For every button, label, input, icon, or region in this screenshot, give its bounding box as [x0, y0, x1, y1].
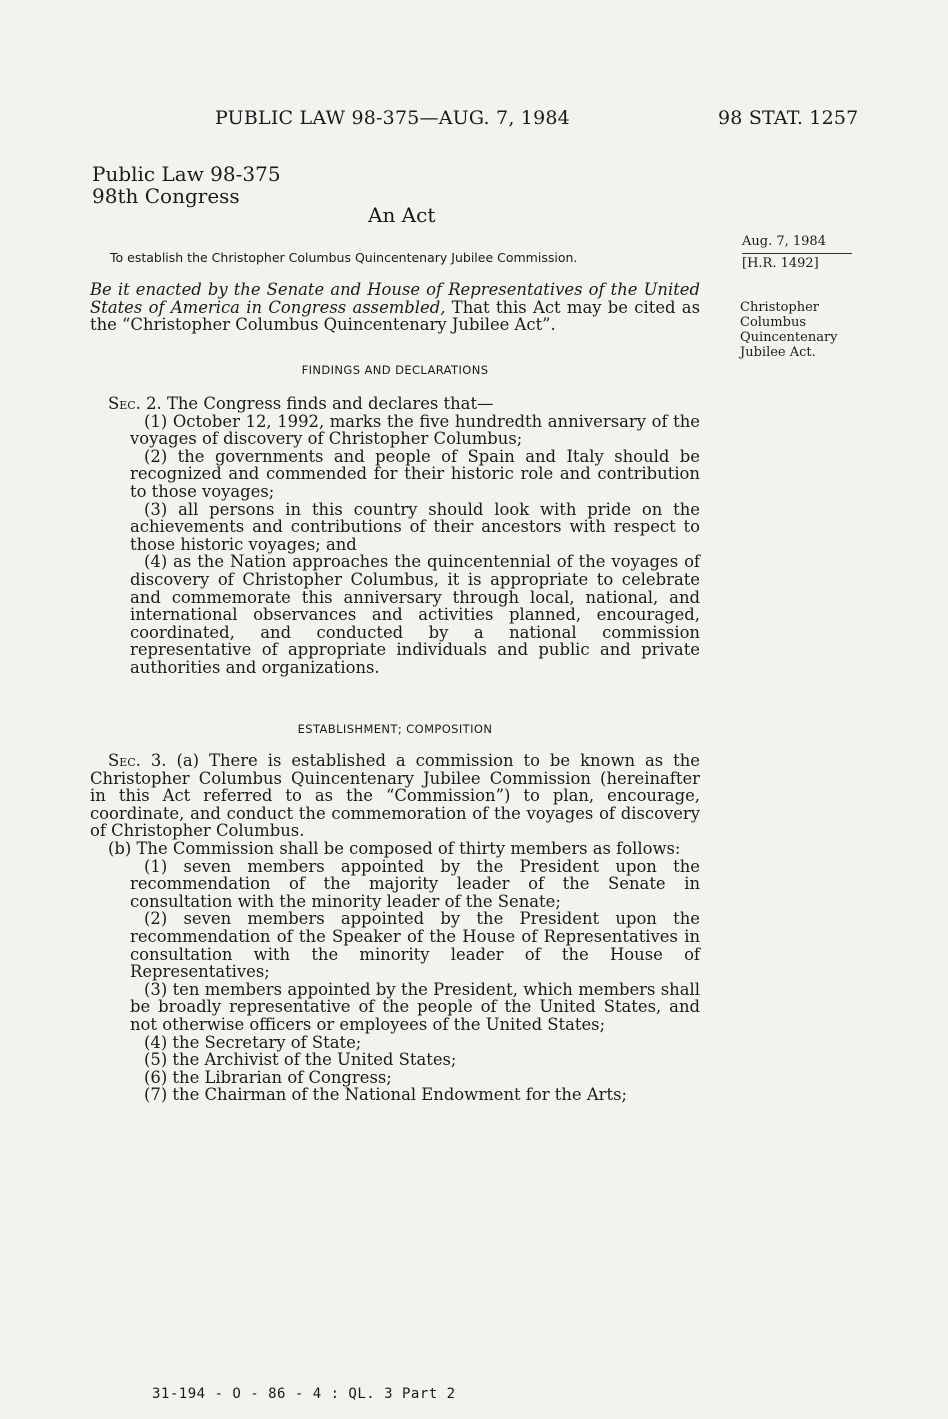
- margin-note-short-title: [740, 300, 870, 360]
- section-3-item: (2) seven members appointed by the President upon the recommendation of the Speaker of the House of Representatives in consultation with the minority leader of the House of Representatives;: [130, 909, 700, 982]
- section-2: [90, 395, 700, 677]
- section-2-intro-text: The Congress finds and declares that—: [161, 394, 494, 413]
- section-label: Sec. 2.: [108, 394, 162, 413]
- section-3-item: (4) the Secretary of State;: [144, 1032, 362, 1052]
- margin-bill-number: [H.R. 1492]: [742, 256, 819, 271]
- enacting-clause-italic: Be it enacted by the Senate and House of Representatives of the United States of America in Congress assembled,: [90, 280, 700, 317]
- congress-number: 98th Congress: [92, 184, 240, 208]
- section-3-a-text: (a) There is established a commission to be known as the Christopher Columbus Quincentenary Jubilee Commission (hereinafter in this Act referred to as the “Commission”) to plan, encourage, coordinate, and conduct the commemoration of the voyages of discovery of Christopher Columbus.: [90, 751, 701, 841]
- section-3-item: (7) the Chairman of the National Endowment for the Arts;: [144, 1085, 628, 1105]
- section-heading-establishment: ESTABLISHMENT; COMPOSITION: [297, 722, 493, 736]
- section-2-item: (3) all persons in this country should look with pride on the achievements and contributions of their ancestors with respect to those historic voyages; and: [130, 499, 700, 554]
- section-2-item: (2) the governments and people of Spain and Italy should be recognized and commended for their historic role and contribution to those voyages;: [130, 446, 700, 501]
- section-3-item: (1) seven members appointed by the President upon the recommendation of the majority leader of the Senate in consultation with the minority leader of the Senate;: [130, 856, 700, 911]
- act-purpose: To establish the Christopher Columbus Quincentenary Jubilee Commission.: [110, 250, 578, 265]
- margin-short-line: Christopher: [740, 300, 820, 315]
- margin-short-line: Jubilee Act.: [740, 345, 816, 360]
- running-header-right: 98 STAT. 1257: [718, 107, 859, 129]
- section-3-item: (6) the Librarian of Congress;: [144, 1067, 392, 1087]
- margin-note-date: [742, 234, 852, 271]
- print-footer: 31-194 - O - 86 - 4 : QL. 3 Part 2: [152, 1386, 456, 1402]
- section-label: Sec. 3.: [108, 751, 167, 770]
- enacting-clause-rest: That this Act may be cited as the “Christopher Columbus Quincentenary Jubilee Act”.: [90, 297, 700, 335]
- margin-date: Aug. 7, 1984: [742, 234, 826, 249]
- section-heading-findings: FINDINGS AND DECLARATIONS: [301, 363, 489, 377]
- margin-short-line: Quincentenary: [740, 330, 838, 345]
- section-3: [90, 752, 700, 1104]
- section-3-a: [90, 752, 700, 840]
- section-2-item: (4) as the Nation approaches the quincentennial of the voyages of discovery of Christopher Columbus, it is appropriate to celebrate and commemorate this anniversary through local, national, and international observances and activities planned, encouraged, coordinated, and conducted by a national commission representative of appropriate individuals and public and private authorities and organizations.: [130, 552, 700, 677]
- margin-rule: [742, 253, 852, 254]
- running-header-left: PUBLIC LAW 98-375—AUG. 7, 1984: [215, 107, 570, 129]
- public-law-number: Public Law 98-375: [92, 162, 281, 186]
- section-3-item: (5) the Archivist of the United States;: [144, 1050, 457, 1070]
- margin-short-line: Columbus: [740, 315, 806, 330]
- section-3-b: (b) The Commission shall be composed of thirty members as follows:: [108, 838, 681, 858]
- section-2-intro: [90, 395, 700, 413]
- enacting-clause: [90, 281, 700, 334]
- section-3-item: (3) ten members appointed by the President, which members shall be broadly representative of the people of the United States, and not otherwise officers or employees of the United States;: [130, 979, 700, 1034]
- act-heading: An Act: [368, 203, 436, 227]
- section-2-item: (1) October 12, 1992, marks the five hundredth anniversary of the voyages of discovery of Christopher Columbus;: [130, 411, 700, 449]
